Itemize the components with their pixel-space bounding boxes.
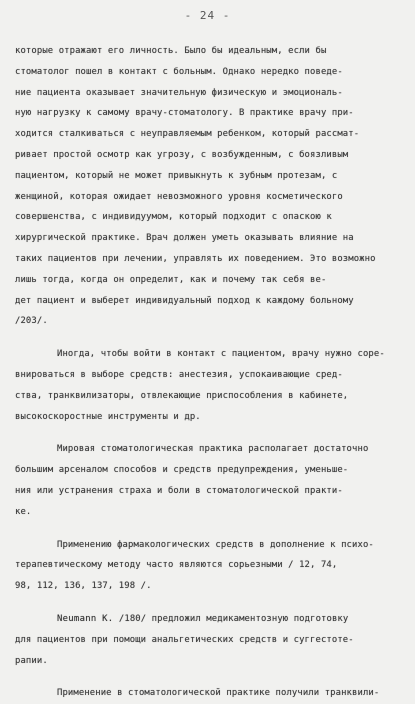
text-line: высокоскоростные инструменты и др. (15, 411, 201, 422)
text-line: ние пациента оказывает значительную физическую и эмоциональ- (15, 87, 343, 98)
text-line: рапии. (15, 655, 48, 666)
text-line: дет пациент и выберет индивидуальный подход к каждому больному (15, 295, 354, 306)
text-line: для пациентов при помощи анальгетических средств и суггестоте- (15, 634, 354, 645)
text-line: которые отражают его личность. Было бы идеальным, если бы (15, 46, 327, 56)
text-line: таких пациентов при лечении, управлять их поведением. Это возможно (15, 253, 376, 264)
body-text (15, 41, 387, 704)
text-line: ке. (15, 506, 32, 517)
page-number: - 24 - (184, 9, 231, 22)
text-line: /180/ предложил медикаментозную подготовку (113, 613, 349, 624)
text-line: Мировая стоматологическая практика располагает достаточно (57, 444, 369, 455)
paragraph-5 (15, 609, 387, 671)
text-line: внироваться в выборе средств: анестезия, успокаивающие сред- (15, 369, 343, 380)
text-line: ходится сталкиваться с неуправляемым ребенком, который рассмат- (15, 129, 360, 140)
text-line: совершенства, с индивидуумом, который подходит с опаскою к (15, 212, 332, 223)
text-line: ную нагрузку к самому врачу-стоматологу. В практике врачу при- (15, 108, 354, 119)
paragraph-6 (15, 683, 387, 704)
text-line: большим арсеналом способов и средств предупреждения, уменьше- (15, 465, 349, 476)
text-line: ния или устранения страха и боли в стоматологической практи- (15, 485, 343, 496)
paragraph-3 (15, 439, 387, 522)
paragraph-1 (15, 41, 387, 332)
text-line: лишь тогда, когда он определит, как и почему так себя ве- (15, 274, 327, 285)
text-line: Иногда, чтобы войти в контакт с пациентом, врачу нужно соре- (57, 349, 385, 360)
text-line: 98, 112, 136, 137, 198 /. (15, 581, 152, 592)
paragraph-4 (15, 535, 387, 597)
text-line: ривает простой осмотр как угрозу, с возбужденным, с боязливым (15, 149, 349, 160)
text-line: /203/. (15, 316, 48, 327)
author-name: Neumann K. (57, 613, 114, 624)
text-line: терапевтическому методу часто являются сорьезными / 12, 74, (15, 560, 338, 571)
paragraph-2 (15, 344, 387, 427)
text-line: стоматолог пошел в контакт с больным. Однако нередко поведе- (15, 66, 343, 77)
text-line: пациентом, который не может привыкнуть к зубным протезам, с (15, 170, 338, 181)
text-line: Применение в стоматологической практике получили транквили- (57, 688, 380, 699)
text-line: Применению фармакологических средств в дополнение к психо- (57, 539, 374, 550)
text-line: хирургической практике. Врач должен уметь оказывать влияние на (15, 233, 354, 244)
text-line: женщиной, которая ожидает невозможного уровня косметического (15, 191, 343, 202)
text-line: ства, транквилизаторы, отвлекающие приспособления в кабинете, (15, 390, 349, 401)
